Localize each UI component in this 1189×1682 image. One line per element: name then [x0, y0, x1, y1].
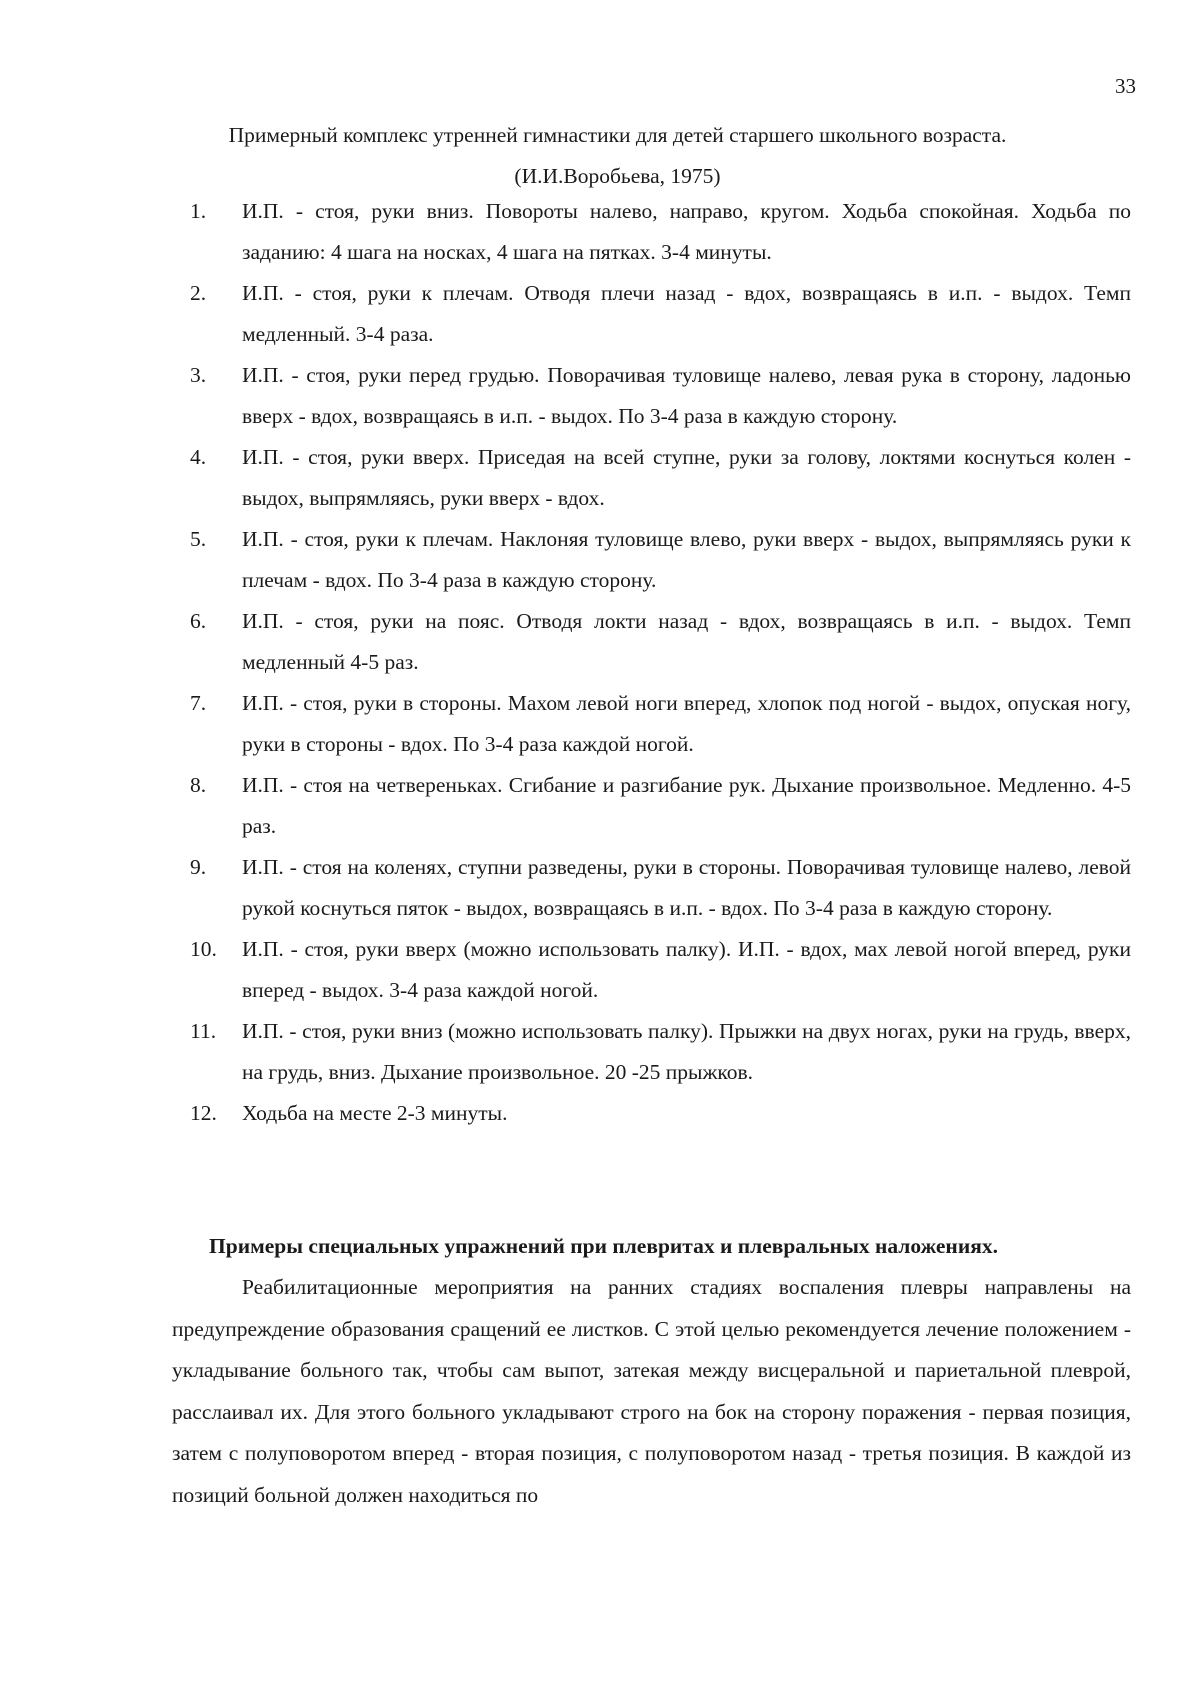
exercise-number: 9.: [190, 855, 207, 879]
exercise-number: 7.: [190, 691, 207, 715]
exercise-item-4: [190, 437, 1131, 519]
exercise-text: И.П. - стоя, руки вниз (можно использовать палку). Прыжки на двух ногах, руки на грудь, вверх, на грудь, вниз. Дыхание произвольное. 20 -25 прыжков.: [242, 1019, 1131, 1084]
exercise-item-3: [190, 355, 1131, 437]
exercise-item-6: [190, 601, 1131, 683]
exercise-item-2: [190, 273, 1131, 355]
page-number: 33: [1115, 74, 1136, 98]
exercise-number: 6.: [190, 609, 207, 633]
exercise-number: 2.: [190, 281, 207, 305]
exercise-list: [190, 191, 1131, 1134]
exercise-number: 4.: [190, 445, 207, 469]
exercise-number: 12.: [190, 1101, 217, 1125]
document-title: Примерный комплекс утренней гимнастики для детей старшего школьного возраста.: [228, 123, 1007, 147]
exercise-item-11: [190, 1011, 1131, 1093]
exercise-text: И.П. - стоя, руки вверх. Приседая на всей ступне, руки за голову, локтями коснуться колен - выдох, выпрямляясь, руки вверх - вдох.: [242, 445, 1131, 510]
exercise-text: И.П. - стоя, руки на пояс. Отводя локти назад - вдох, возвращаясь в и.п. - выдох. Темп медленный 4-5 раз.: [242, 609, 1131, 674]
document-subtitle: (И.И.Воробьева, 1975): [514, 164, 721, 188]
section-paragraph: Реабилитационные мероприятия на ранних стадиях воспаления плевры направлены на предупреждение образования сращений ее листков. С этой целью рекомендуется лечение положением - укладывание больного так, чтобы сам выпот, затекая между висцеральной и париетальной плеврой, расслаивал их. Для этого больного укладывают строго на бок на сторону поражения - первая позиция, затем с полуповоротом вперед - вторая позиция, с полуповоротом назад - третья позиция. В каждой из позиций больной должен находиться по: [172, 1275, 1131, 1507]
exercise-item-9: [190, 847, 1131, 929]
exercise-number: 1.: [190, 199, 207, 223]
exercise-text: И.П. - стоя, руки вверх (можно использовать палку). И.П. - вдох, мах левой ногой вперед, руки вперед - выдох. 3-4 раза каждой ногой.: [242, 937, 1131, 1002]
exercise-item-8: [190, 765, 1131, 847]
exercise-number: 3.: [190, 363, 207, 387]
exercise-text: И.П. - стоя на коленях, ступни разведены, руки в стороны. Поворачивая туловище налево, левой рукой коснуться пяток - выдох, возвращаясь в и.п. - вдох. По 3-4 раза в каждую сторону.: [242, 855, 1131, 920]
exercise-item-5: [190, 519, 1131, 601]
exercise-text: И.П. - стоя, руки в стороны. Махом левой ноги вперед, хлопок под ногой - выдох, опуская ногу, руки в стороны - вдох. По 3-4 раза каждой ногой.: [242, 691, 1131, 756]
exercise-number: 5.: [190, 527, 207, 551]
exercise-item-7: [190, 683, 1131, 765]
exercise-item-1: [190, 191, 1131, 273]
exercise-text: Ходьба на месте 2-3 минуты.: [242, 1101, 508, 1125]
exercise-text: И.П. - стоя, руки вниз. Повороты налево, направо, кругом. Ходьба спокойная. Ходьба по заданию: 4 шага на носках, 4 шага на пятках. 3-4 минуты.: [242, 199, 1131, 264]
exercise-text: И.П. - стоя на четвереньках. Сгибание и разгибание рук. Дыхание произвольное. Медленно. 4-5 раз.: [242, 773, 1131, 838]
exercise-item-12: [190, 1093, 1131, 1134]
exercise-item-10: [190, 929, 1131, 1011]
exercise-text: И.П. - стоя, руки к плечам. Наклоняя туловище влево, руки вверх - выдох, выпрямляясь руки к плечам - вдох. По 3-4 раза в каждую сторону.: [242, 527, 1131, 592]
exercise-number: 10.: [190, 937, 217, 961]
exercise-number: 8.: [190, 773, 207, 797]
exercise-number: 11.: [190, 1019, 217, 1043]
exercise-text: И.П. - стоя, руки к плечам. Отводя плечи назад - вдох, возвращаясь в и.п. - выдох. Темп медленный. 3-4 раза.: [242, 281, 1131, 346]
section-heading: Примеры специальных упражнений при плевритах и плевральных наложениях.: [209, 1234, 998, 1258]
exercise-text: И.П. - стоя, руки перед грудью. Поворачивая туловище налево, левая рука в сторону, ладонью вверх - вдох, возвращаясь в и.п. - выдох. По 3-4 раза в каждую сторону.: [242, 363, 1131, 428]
